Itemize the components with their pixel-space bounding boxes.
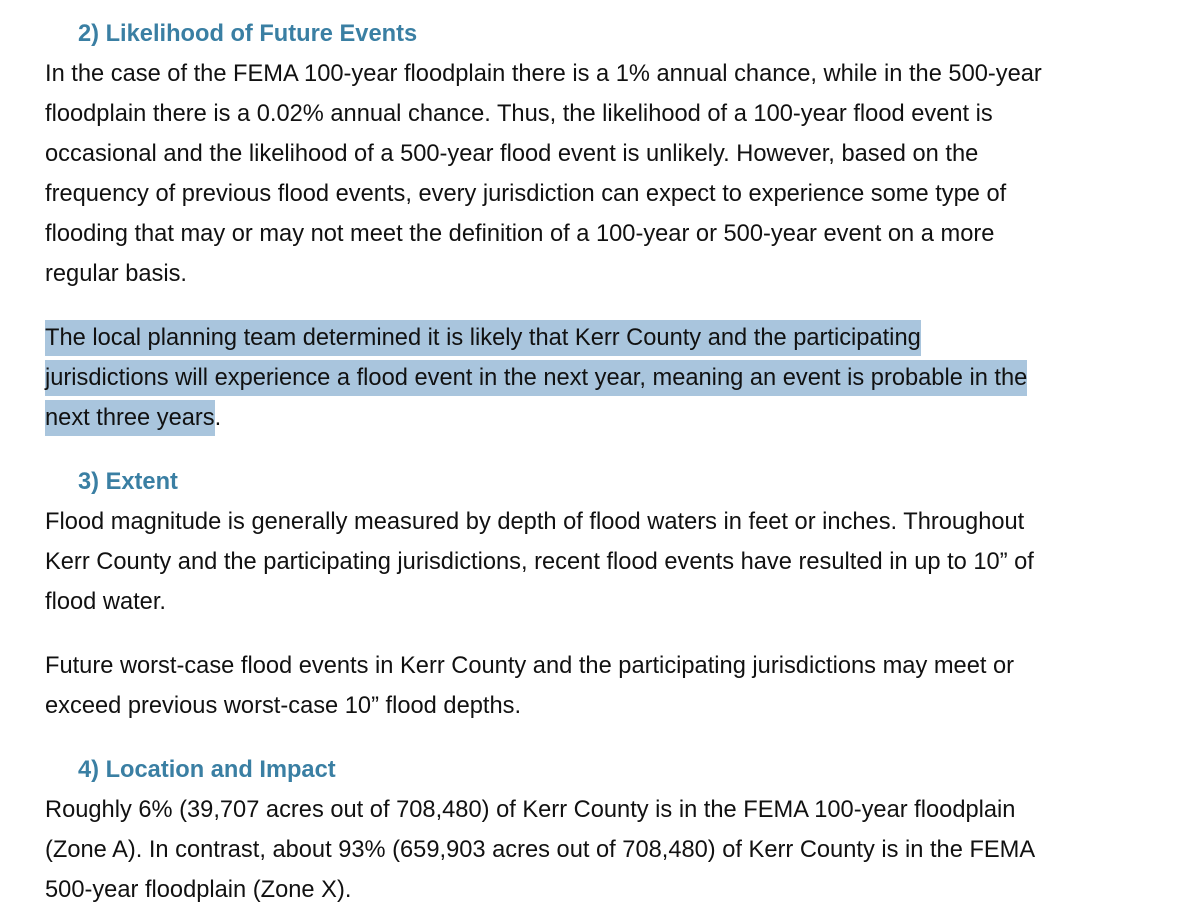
- selection-highlight[interactable]: next three years: [45, 400, 215, 436]
- text-line-selected[interactable]: [45, 398, 1165, 438]
- section-heading-location-impact: 4) Location and Impact: [78, 757, 336, 783]
- paragraph-floodplain-acreage: [45, 790, 1165, 910]
- text-line: (Zone A). In contrast, about 93% (659,903 acres out of 708,480) of Kerr County is in the FEMA: [45, 837, 1036, 863]
- text-line: flood water.: [45, 589, 166, 615]
- text-line: In the case of the FEMA 100-year floodplain there is a 1% annual chance, while in the 500-year: [45, 61, 1042, 87]
- section-heading-extent: 3) Extent: [78, 469, 178, 495]
- section-heading-likelihood: 2) Likelihood of Future Events: [78, 21, 418, 47]
- text-line: occasional and the likelihood of a 500-year flood event is unlikely. However, based on the: [45, 141, 979, 167]
- text-line: Future worst-case flood events in Kerr County and the participating jurisdictions may meet or: [45, 653, 1015, 679]
- trailing-period: .: [214, 405, 222, 431]
- text-line: 500-year floodplain (Zone X).: [45, 877, 352, 903]
- selection-highlight[interactable]: The local planning team determined it is likely that Kerr County and the participating: [45, 320, 921, 356]
- paragraph-planning-team-selected[interactable]: [45, 318, 1165, 438]
- text-line: Roughly 6% (39,707 acres out of 708,480) of Kerr County is in the FEMA 100-year floodplain: [45, 797, 1016, 823]
- paragraph-likelihood-chance: [45, 54, 1165, 294]
- text-line: regular basis.: [45, 261, 188, 287]
- text-line: frequency of previous flood events, every jurisdiction can expect to experience some type of: [45, 181, 1007, 207]
- text-line-selected[interactable]: [45, 318, 1165, 358]
- text-line-selected[interactable]: [45, 358, 1165, 398]
- paragraph-future-worst-case: [45, 646, 1165, 726]
- text-line: floodplain there is a 0.02% annual chance. Thus, the likelihood of a 100-year flood event is: [45, 101, 993, 127]
- paragraph-flood-magnitude: [45, 502, 1165, 622]
- document-body: [45, 14, 1165, 910]
- text-line: Kerr County and the participating jurisdictions, recent flood events have resulted in up to 10” of: [45, 549, 1034, 575]
- text-line: Flood magnitude is generally measured by depth of flood waters in feet or inches. Throughout: [45, 509, 1025, 535]
- selection-highlight[interactable]: jurisdictions will experience a flood event in the next year, meaning an event is probable in the: [45, 360, 1027, 396]
- text-line: flooding that may or may not meet the definition of a 100-year or 500-year event on a more: [45, 221, 995, 247]
- text-line: exceed previous worst-case 10” flood depths.: [45, 693, 522, 719]
